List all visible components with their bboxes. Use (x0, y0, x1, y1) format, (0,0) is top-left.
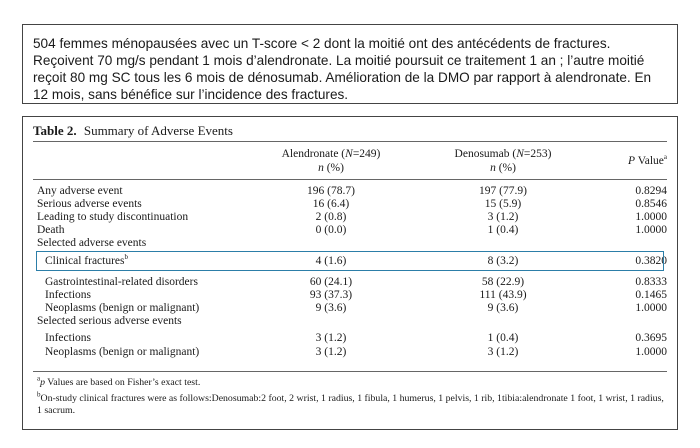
row-label: Neoplasms (benign or malignant) (45, 346, 200, 358)
table-label: Table 2. (33, 123, 77, 138)
p-value: 0.8333 (635, 276, 667, 288)
table-title (33, 123, 233, 139)
p-value: 0.8546 (635, 198, 667, 210)
denosumab-value: 197 (77.9) (479, 185, 527, 197)
p-value: 1.0000 (635, 302, 667, 314)
table-row (23, 211, 677, 224)
p-value: 1.0000 (635, 224, 667, 236)
row-label: Clinical fractures$^b$ (45, 253, 129, 267)
alendronate-value: 9 (3.6) (315, 302, 347, 314)
denosumab-value: 58 (22.9) (481, 276, 525, 288)
top-rule (33, 141, 667, 142)
alendronate-value: 16 (6.4) (312, 198, 350, 210)
row-label: Infections (45, 289, 91, 301)
alendronate-value: 3 (1.2) (315, 332, 347, 344)
denosumab-value: 15 (5.9) (484, 198, 522, 210)
table-row (23, 332, 677, 345)
row-label: Infections (45, 332, 91, 344)
denosumab-value: 1 (0.4) (487, 332, 519, 344)
row-label: Selected adverse events (37, 237, 147, 249)
p-value: 0.3820 (635, 255, 667, 267)
alendronate-value: 0 (0.0) (315, 224, 347, 236)
p-value: 0.3695 (635, 332, 667, 344)
adverse-events-table (22, 116, 678, 430)
alendronate-value: 196 (78.7) (307, 185, 355, 197)
table-row (23, 185, 677, 198)
table-row (23, 237, 677, 250)
alendronate-value: 2 (0.8) (315, 211, 347, 223)
header-alendronate: Alendronate (N=249) n (%) (281, 148, 381, 174)
p-value: 1.0000 (635, 346, 667, 358)
table-row (23, 346, 677, 359)
row-label: Neoplasms (benign or malignant) (45, 302, 200, 314)
table-row (23, 276, 677, 289)
footnote-b: $^b$On-study clinical fractures were as follows:Denosumab:2 foot, 2 wrist, 1 radius, 1 fibula, 1 humerus, 1 pelvis, 1 rib, 1tibia:alendronate 1 foot, 1 wrist, 1 radius, 1 sacrum. (37, 390, 664, 416)
denosumab-value: 1 (0.4) (487, 224, 519, 236)
table-row (23, 302, 677, 315)
denosumab-value: 3 (1.2) (487, 211, 519, 223)
table-title-text: Summary of Adverse Events (83, 123, 233, 138)
p-value: 0.1465 (635, 289, 667, 301)
row-label: Leading to study discontinuation (37, 211, 189, 223)
table-row (23, 315, 677, 328)
denosumab-value: 9 (3.6) (487, 302, 519, 314)
p-value: 1.0000 (635, 211, 667, 223)
footnote-a: $^a$p Values are based on Fisher’s exact test. (37, 374, 201, 388)
summary-box (22, 24, 678, 104)
table-row (23, 224, 677, 237)
header-rule (33, 179, 667, 180)
clinical-fractures-highlight (36, 251, 664, 271)
row-label: Serious adverse events (37, 198, 142, 210)
row-label: Any adverse event (37, 185, 123, 197)
row-label: Selected serious adverse events (37, 315, 182, 327)
denosumab-value: 3 (1.2) (487, 346, 519, 358)
table-row (23, 289, 677, 302)
header-denosumab: Denosumab (N=253) n (%) (454, 148, 552, 174)
header-pvalue: P Value$^a$ (628, 153, 667, 167)
alendronate-value: 3 (1.2) (315, 346, 347, 358)
alendronate-value: 60 (24.1) (309, 276, 353, 288)
alendronate-value: 4 (1.6) (315, 255, 347, 267)
denosumab-value: 111 (43.9) (479, 289, 527, 301)
table-row (23, 198, 677, 211)
p-value: 0.8294 (635, 185, 667, 197)
denosumab-value: 8 (3.2) (487, 255, 519, 267)
summary-text: 504 femmes ménopausées avec un T-score < 2 dont la moitié ont des antécédents de fractures. Reçoivent 70 mg/s pendant 1 mois d’alendronate. La moitié poursuit ce traitement 1 an ; l’autre moitié reçoit 80 mg SC tous les 6 mois de dénosumab. Amélioration de la DMO par rapport à alendronate. En 12 mois, sans bénéfice sur l’incidence des fractures. (33, 36, 652, 102)
row-label: Gastrointestinal-related disorders (45, 276, 198, 288)
row-label: Death (37, 224, 65, 236)
bottom-rule (33, 371, 667, 372)
alendronate-value: 93 (37.3) (309, 289, 353, 301)
